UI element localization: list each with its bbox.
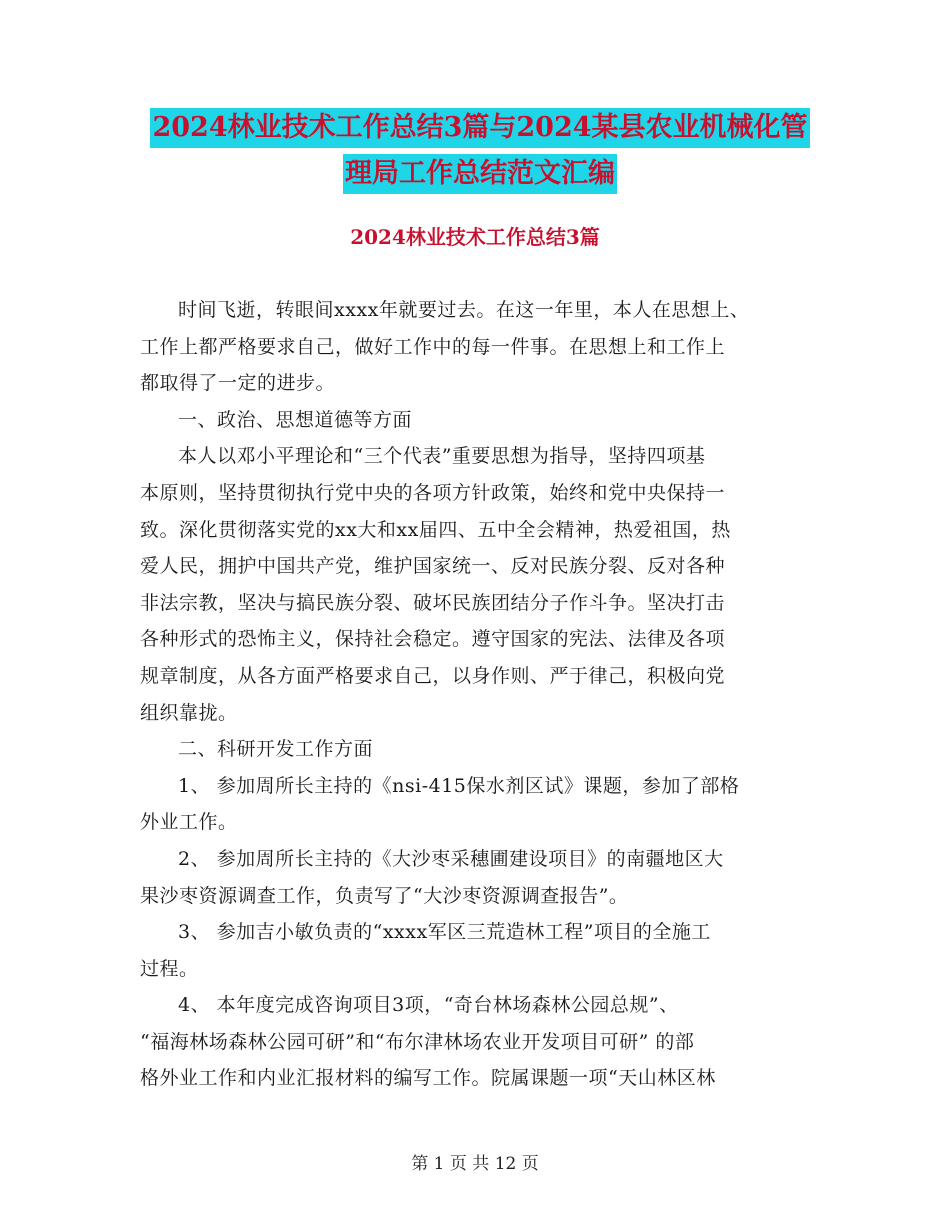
paragraph <box>140 731 820 768</box>
paragraph <box>140 841 820 914</box>
page-footer: 第 1 页 共 12 页 <box>411 1154 539 1174</box>
paragraph <box>140 914 820 987</box>
paragraph-line: 3、 参加吉小敏负责的“xxxx军区三荒造林工程”项目的全施工 <box>178 921 711 944</box>
paragraph-line: 工作上都严格要求自己，做好工作中的每一件事。在思想上和工作上 <box>140 335 726 358</box>
title-line-2: 理局工作总结范文汇编 <box>343 154 617 194</box>
paragraph-line: 1、 参加周所长主持的《nsi-415保水剂区试》课题，参加了部格 <box>178 774 740 797</box>
paragraph <box>140 402 820 439</box>
paragraph <box>140 987 820 1097</box>
title-line-1: 2024林业技术工作总结3篇与2024某县农业机械化管 <box>150 108 809 148</box>
paragraph <box>140 768 820 841</box>
paragraph-line: “福海林场森林公园可研”和“布尔津林场农业开发项目可研” 的部 <box>140 1030 695 1053</box>
paragraph-line: 过程。 <box>140 957 199 980</box>
document-title <box>140 108 820 200</box>
paragraph-line: 组织靠拢。 <box>140 701 238 724</box>
paragraph-line: 果沙枣资源调查工作，负责写了“大沙枣资源调查报告”。 <box>140 884 629 907</box>
paragraph-line: 4、 本年度完成咨询项目3项，“奇台林场森林公园总规”、 <box>178 994 679 1017</box>
paragraph-line: 二、科研开发工作方面 <box>178 738 374 761</box>
paragraph-line: 2、 参加周所长主持的《大沙枣采穗圃建设项目》的南疆地区大 <box>178 847 724 870</box>
paragraph <box>140 438 820 731</box>
paragraph-line: 都取得了一定的进步。 <box>140 372 336 395</box>
paragraph-line: 各种形式的恐怖主义，保持社会稳定。遵守国家的宪法、法律及各项 <box>140 628 726 651</box>
paragraph <box>140 292 820 402</box>
paragraph-line: 非法宗教，坚决与搞民族分裂、破坏民族团结分子作斗争。坚决打击 <box>140 591 726 614</box>
document-body <box>140 292 820 1097</box>
section-title: 2024林业技术工作总结3篇 <box>350 225 600 249</box>
paragraph-line: 时间飞逝，转眼间xxxx年就要过去。在这一年里，本人在思想上、 <box>178 299 750 321</box>
paragraph-line: 本原则，坚持贯彻执行党中央的各项方针政策，始终和党中央保持一 <box>140 481 726 504</box>
paragraph-line: 一、政治、思想道德等方面 <box>178 408 413 431</box>
paragraph-line: 本人以邓小平理论和“三个代表”重要思想为指导，坚持四项基 <box>178 445 706 468</box>
paragraph-line: 爱人民，拥护中国共产党，维护国家统一、反对民族分裂、反对各种 <box>140 555 726 578</box>
paragraph-line: 规章制度，从各方面严格要求自己，以身作则、严于律己，积极向党 <box>140 664 726 687</box>
paragraph-line: 格外业工作和内业汇报材料的编写工作。院属课题一项“天山林区林 <box>140 1067 716 1090</box>
paragraph-line: 致。深化贯彻落实党的xx大和xx届四、五中全会精神，热爱祖国，热 <box>140 518 731 541</box>
paragraph-line: 外业工作。 <box>140 811 238 834</box>
